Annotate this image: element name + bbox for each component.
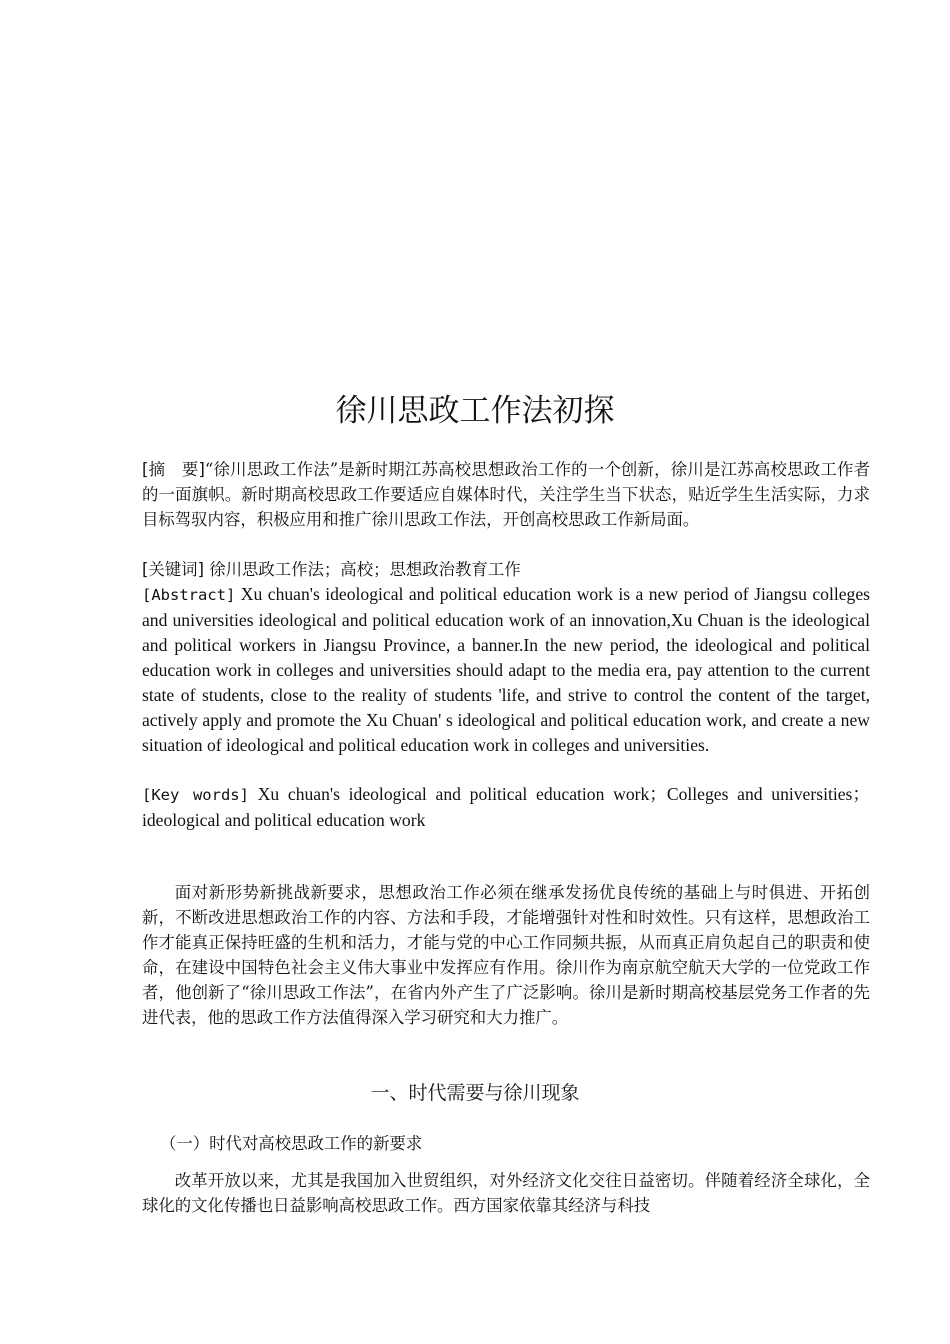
chinese-abstract bbox=[142, 457, 870, 532]
chinese-keywords bbox=[142, 557, 870, 582]
keywords-cn-text: 徐川思政工作法；高校；思想政治教育工作 bbox=[209, 560, 521, 579]
section-paragraph: 改革开放以来，尤其是我国加入世贸组织，对外经济文化交往日益密切。伴随着经济全球化，全球化的文化传播也日益影响高校思政工作。西方国家依靠其经济与科技 bbox=[142, 1171, 870, 1215]
keywords-en-text: Xu chuan's ideological and political education work；Colleges and universities；ideological and political education work bbox=[142, 784, 870, 830]
section-heading: 一、时代需要与徐川现象 bbox=[370, 1082, 580, 1104]
abstract-en-tag: [Abstract] bbox=[142, 586, 236, 604]
abstract-cn-text: “徐川思政工作法”是新时期江苏高校思想政治工作的一个创新，徐川是江苏高校思政工作者的一面旗帜。新时期高校思政工作要适应自媒体时代，关注学生当下状态，贴近学生生活实际，力求目标驾驭内容，积极应用和推广徐川思政工作法，开创高校思政工作新局面。 bbox=[142, 460, 870, 529]
abstract-en-text: Xu chuan's ideological and political education work is a new period of Jiangsu colleges and universities ideological and political education work of an innovation,Xu Chuan is the ideological and political workers in Jiangsu Province, a banner.In the new period, the ideological and political education work in colleges and universities should adapt to the media era, pay attention to the current state of students, close to the reality of students 'life, and strive to control the content of the target, actively apply and promote the Xu Chuan' s ideological and political education work, and create a new situation of ideological and political education work in colleges and universities. bbox=[142, 584, 870, 755]
english-keywords bbox=[142, 782, 870, 833]
subsection-heading: （一）时代对高校思政工作的新要求 bbox=[160, 1134, 423, 1153]
keywords-cn-tag: [关键词] bbox=[142, 560, 204, 579]
english-abstract bbox=[142, 582, 870, 758]
keywords-en-tag: [Key words] bbox=[142, 786, 249, 804]
document-title: 徐川思政工作法初探 bbox=[335, 393, 615, 429]
intro-paragraph: 面对新形势新挑战新要求，思想政治工作必须在继承发扬优良传统的基础上与时俱进、开拓创新，不断改进思想政治工作的内容、方法和手段，才能增强针对性和时效性。只有这样，思想政治工作才能真正保持旺盛的生机和活力，才能与党的中心工作同频共振，从而真正肩负起自己的职责和使命，在建设中国特色社会主义伟大事业中发挥应有作用。徐川作为南京航空航天大学的一位党政工作者，他创新了“徐川思政工作法”，在省内外产生了广泛影响。徐川是新时期高校基层党务工作者的先进代表，他的思政工作方法值得深入学习研究和大力推广。 bbox=[142, 883, 870, 1027]
abstract-cn-tag: [摘 要] bbox=[142, 460, 205, 479]
